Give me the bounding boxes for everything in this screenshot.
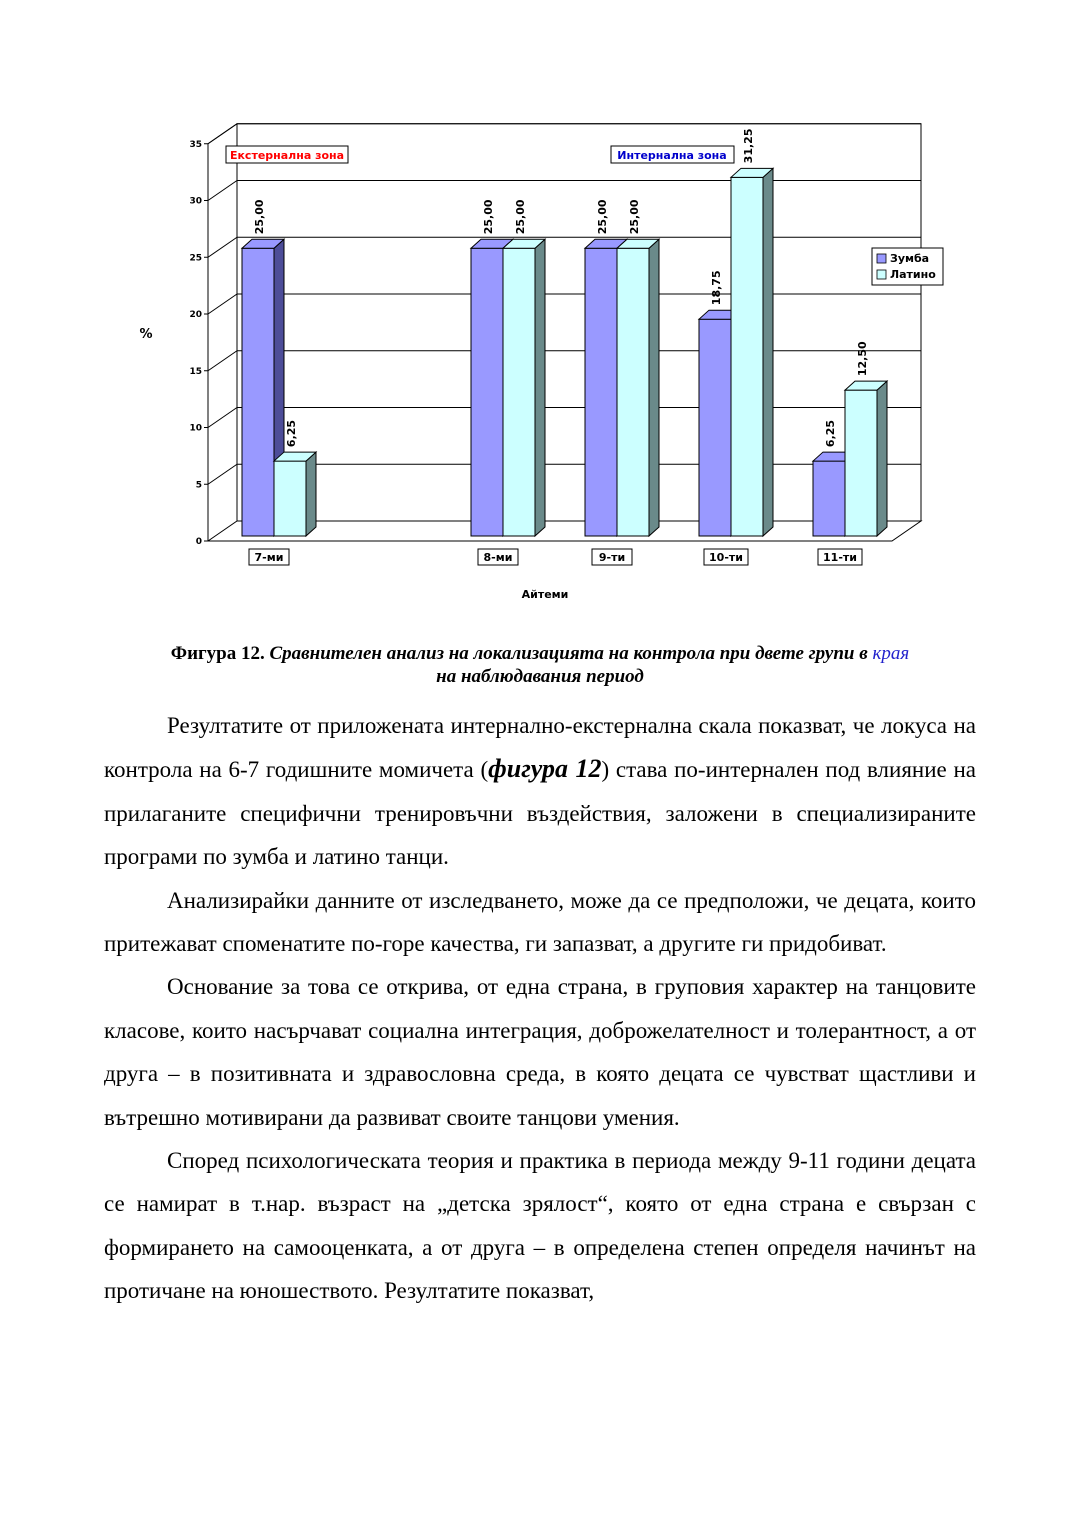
legend-swatch-latino bbox=[877, 270, 886, 279]
y-tick-label: 5 bbox=[195, 480, 202, 491]
bar-zumba bbox=[585, 248, 617, 536]
category-label: 10-ти bbox=[709, 551, 743, 564]
chart-legend bbox=[872, 248, 943, 285]
bar-latino bbox=[617, 248, 649, 536]
y-tick-label: 30 bbox=[189, 196, 202, 207]
legend-label-zumba: Зумба bbox=[890, 252, 930, 265]
bar-chart bbox=[0, 0, 1080, 620]
y-axis-top bbox=[208, 124, 237, 144]
bar-side bbox=[306, 452, 316, 536]
gridline-side bbox=[208, 237, 237, 257]
annotation-external-zone bbox=[226, 146, 348, 163]
paragraph-3: Основание за това се открива, от една страна, в груповия характер на танцовите класове, които насърчават социална интеграция, доброжелателност и толерантност, а от друга – в позитивната и здравословна среда, в която децата се чувстват щастливи и вътрешно мотивирани да развиват своите танцови умения. bbox=[104, 974, 976, 1130]
data-label: 25,00 bbox=[628, 199, 641, 235]
figure-reference: фигура 12 bbox=[488, 754, 602, 784]
bar-side bbox=[877, 381, 887, 536]
bar-zumba bbox=[699, 319, 731, 536]
data-label: 25,00 bbox=[253, 199, 266, 235]
y-tick-label: 25 bbox=[189, 253, 202, 264]
paragraph-1-end: ) става по-интернален под влияние на прилаганите специфични тренировъчни въздействия, заложени в специализираните програми по зумба и латино танци. bbox=[104, 757, 976, 870]
paragraph-1 bbox=[104, 704, 976, 879]
paragraph-2: Анализирайки данните от изследването, може да се предположи, че децата, които притежават споменатите по-горе качества, ги запазват, а другите ги придобиват. bbox=[104, 887, 976, 957]
bar-latino bbox=[731, 177, 763, 536]
bar-zumba bbox=[813, 461, 845, 536]
data-label: 12,50 bbox=[856, 341, 869, 377]
category-label: 7-ми bbox=[254, 551, 284, 564]
bar-latino bbox=[274, 461, 306, 536]
bar-zumba bbox=[471, 248, 503, 536]
bar-latino bbox=[503, 248, 535, 536]
y-tick-label: 20 bbox=[189, 310, 202, 320]
category-label: 9-ти bbox=[598, 551, 626, 564]
y-tick-label: 10 bbox=[189, 423, 202, 434]
caption-figure-number: Фигура 12. bbox=[170, 643, 265, 664]
category-label: 11-ти bbox=[823, 551, 857, 564]
data-label: 25,00 bbox=[514, 199, 527, 235]
caption-text-line2: на наблюдавания период bbox=[436, 666, 644, 687]
gridline-side bbox=[208, 294, 237, 314]
caption-text: Сравнителен анализ на локализацията на контрола при двете групи в bbox=[269, 643, 868, 664]
annotation-external-zone-text: Екстернална зона bbox=[229, 149, 345, 162]
data-label: 6,25 bbox=[285, 419, 298, 448]
bar-side bbox=[535, 239, 545, 536]
data-label: 18,75 bbox=[710, 270, 723, 306]
category-label: 8-ми bbox=[483, 551, 513, 564]
data-label: 25,00 bbox=[596, 199, 609, 235]
figure-caption bbox=[100, 642, 980, 688]
data-label: 6,25 bbox=[824, 419, 837, 448]
paragraph-1-start: Резултатите от приложената интернално-екстернална скала показват, че локуса на контрола на 6-7 годишните момичета ( bbox=[104, 713, 976, 783]
data-label: 31,25 bbox=[742, 128, 755, 164]
gridline-side bbox=[208, 181, 237, 201]
caption-link[interactable]: края bbox=[872, 643, 910, 664]
annotation-internal-zone bbox=[611, 146, 734, 163]
body-text bbox=[104, 704, 976, 1313]
paragraph-4: Според психологическата теория и практика в периода между 9-11 години децата се намират в т.нар. възраст на „детска зрялост“, която от една страна е свързан с формирането на самооценката, а от друга – в определена степен определя начинът на протичане на юношеството. Резултатите показват, bbox=[104, 1148, 976, 1304]
gridline-side bbox=[208, 464, 237, 484]
y-tick-label: 35 bbox=[189, 139, 202, 150]
x-axis-label: Айтеми bbox=[521, 588, 569, 601]
bar-side bbox=[763, 168, 773, 536]
y-tick-label: 0 bbox=[195, 537, 202, 547]
gridline-side bbox=[208, 408, 237, 428]
y-tick-label: 15 bbox=[189, 366, 202, 377]
legend-label-latino: Латино bbox=[890, 268, 936, 281]
annotation-internal-zone-text: Интернална зона bbox=[617, 149, 727, 162]
bar-side bbox=[649, 239, 659, 536]
bar-zumba bbox=[242, 248, 274, 536]
y-axis-label: % bbox=[139, 327, 153, 342]
gridline-side bbox=[208, 351, 237, 371]
data-label: 25,00 bbox=[482, 199, 495, 235]
bar-latino bbox=[845, 390, 877, 536]
legend-swatch-zumba bbox=[877, 254, 886, 263]
